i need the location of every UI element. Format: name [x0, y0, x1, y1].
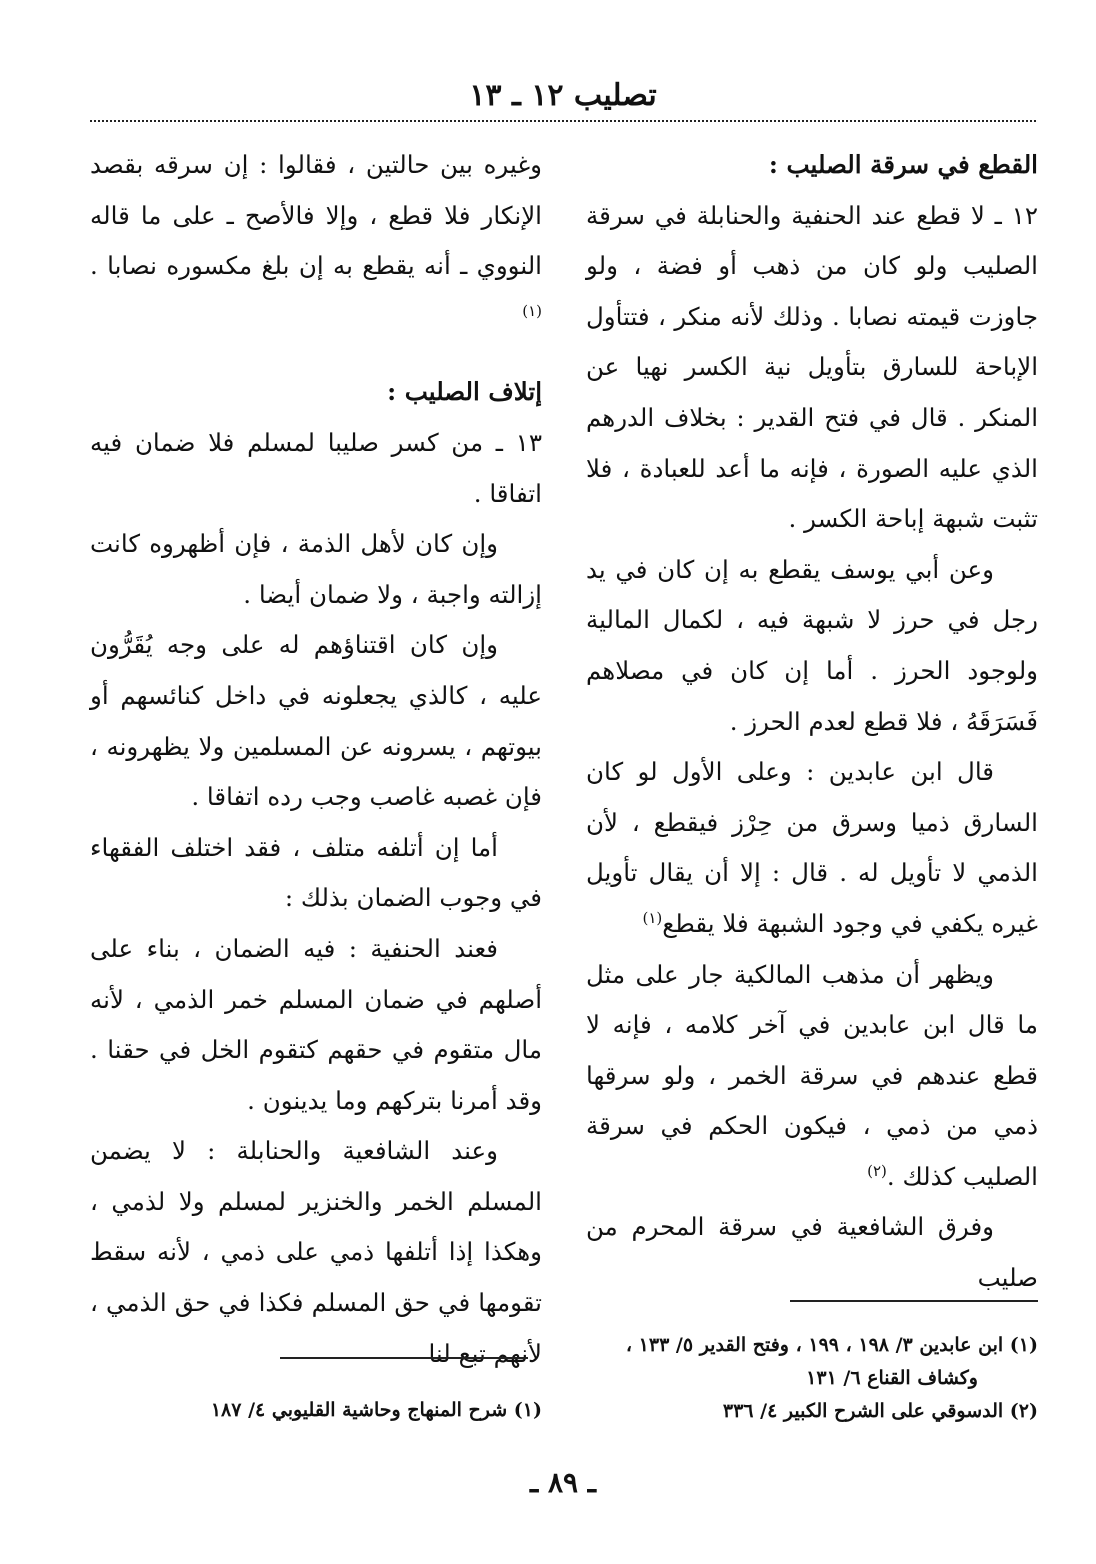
footnote-rule-left [280, 1357, 528, 1359]
footnote-marker-1: (١) [642, 908, 663, 927]
footnote-marker-left-1: (١) [522, 301, 542, 320]
footnotes-right [586, 1329, 1038, 1428]
footnote-2: (٢) الدسوقي على الشرح الكبير ٤/ ٣٣٦ [722, 1400, 1038, 1422]
section-heading-theft: القطع في سرقة الصليب : [768, 150, 1038, 179]
footnotes-left [90, 1394, 542, 1427]
header-dotted-rule [90, 120, 1036, 122]
paragraph-shafiiya: وفرق الشافعية في سرقة المحرم من صليب [586, 1212, 1038, 1293]
section-heading-destruction: إتلاف الصليب : [387, 377, 542, 407]
paragraph-malikiya: ويظهر أن مذهب المالكية جار على مثل ما قال ابن عابدين في آخر كلامه ، فإنه لا قطع عندهم في سرقة الخمر ، ولو سرقها ذمي من ذمي ، فيكون الحكم في سرقة الصليب كذلك .$^{(٢)}$ [586, 959, 1038, 1191]
page-number: ـ ٨٩ ـ [530, 1466, 596, 1499]
footnote-marker-2: (٢) [867, 1161, 887, 1180]
spacer [90, 342, 542, 367]
paragraph-shafiiya-hanabila: وعند الشافعية والحنابلة : لا يضمن المسلم الخمر والخنزير لمسلم ولا لذمي ، وهكذا إذا أتلفها ذمي على ذمي ، لأنه سقط تقومها في حق المسلم فكذا في حق الذمي ، لأنهم تبع لنا [90, 1136, 542, 1368]
footnote-1-line-1: (١) ابن عابدين ٣/ ١٩٨ ، ١٩٩ ، وفتح القدير ٥/ ١٣٣ ، [625, 1334, 1038, 1356]
footnote-rule-right [790, 1300, 1038, 1302]
right-column [586, 140, 1038, 1304]
left-column [90, 140, 542, 1379]
paragraph-abu-yusuf: وعن أبي يوسف يقطع به إن كان في يد رجل في حرز لا شبهة فيه ، لكمال المالية ولوجود الحرز . أما إن كان في مصلاهم فَسَرَقَهُ ، فلا قطع لعدم الحرز . [586, 554, 1038, 736]
paragraph-continuation: وغيره بين حالتين ، فقالوا : إن سرقه بقصد الإنكار فلا قطع ، وإلا فالأصح ـ على ما قاله النووي ـ أنه يقطع به إن بلغ مكسوره نصابا .$^{(١)}$ [90, 150, 542, 320]
paragraph-possession: وإن كان اقتناؤهم له على وجه يُقَرُّون عليه ، كالذي يجعلونه في داخل كنائسهم أو بيوتهم ، يسرونه عن المسلمين ولا يظهرونه ، فإن غصبه غاصب وجب رده اتفاقا . [90, 630, 542, 812]
paragraph-12: ١٢ ـ لا قطع عند الحنفية والحنابلة في سرقة الصليب ولو كان من ذهب أو فضة ، ولو جاوزت قيمته نصابا . وذلك لأنه منكر ، فتتأول الإباحة للسارق بتأويل نية الكسر نهيا عن المنكر . قال في فتح القدير : بخلاف الدرهم الذي عليه الصورة ، فإنه ما أعد للعبادة ، فلا تثبت شبهة إباحة الكسر . [586, 200, 1038, 534]
paragraph-dhimma: وإن كان لأهل الذمة ، فإن أظهروه كانت إزالته واجبة ، ولا ضمان أيضا . [90, 529, 542, 609]
paragraph-ibn-abidin: قال ابن عابدين : وعلى الأول لو كان السارق ذميا وسرق من حِرْز فيقطع ، لأن الذمي لا تأويل له . قال : إلا أن يقال تأويل غيره يكفي في وجود الشبهة فلا يقطع$^{(١)}$ [586, 757, 1038, 938]
footnote-1-line-2: وكشاف القناع ٦/ ١٣١ [806, 1367, 978, 1389]
paragraph-hanafiya: فعند الحنفية : فيه الضمان ، بناء على أصلهم في ضمان المسلم خمر الذمي ، لأنه مال متقوم في حقهم كتقوم الخل في حقنا . وقد أمرنا بتركهم وما يدينون . [90, 933, 542, 1115]
footnote-left-1: (١) شرح المنهاج وحاشية القليوبي ٤/ ١٨٧ [210, 1399, 542, 1421]
page-header-title: تصليب ١٢ ـ ١٣ [469, 78, 657, 113]
paragraph-destroyer: أما إن أتلفه متلف ، فقد اختلف الفقهاء في وجوب الضمان بذلك : [90, 832, 542, 913]
paragraph-13: ١٣ ـ من كسر صليبا لمسلم فلا ضمان فيه اتفاقا . [90, 427, 542, 508]
